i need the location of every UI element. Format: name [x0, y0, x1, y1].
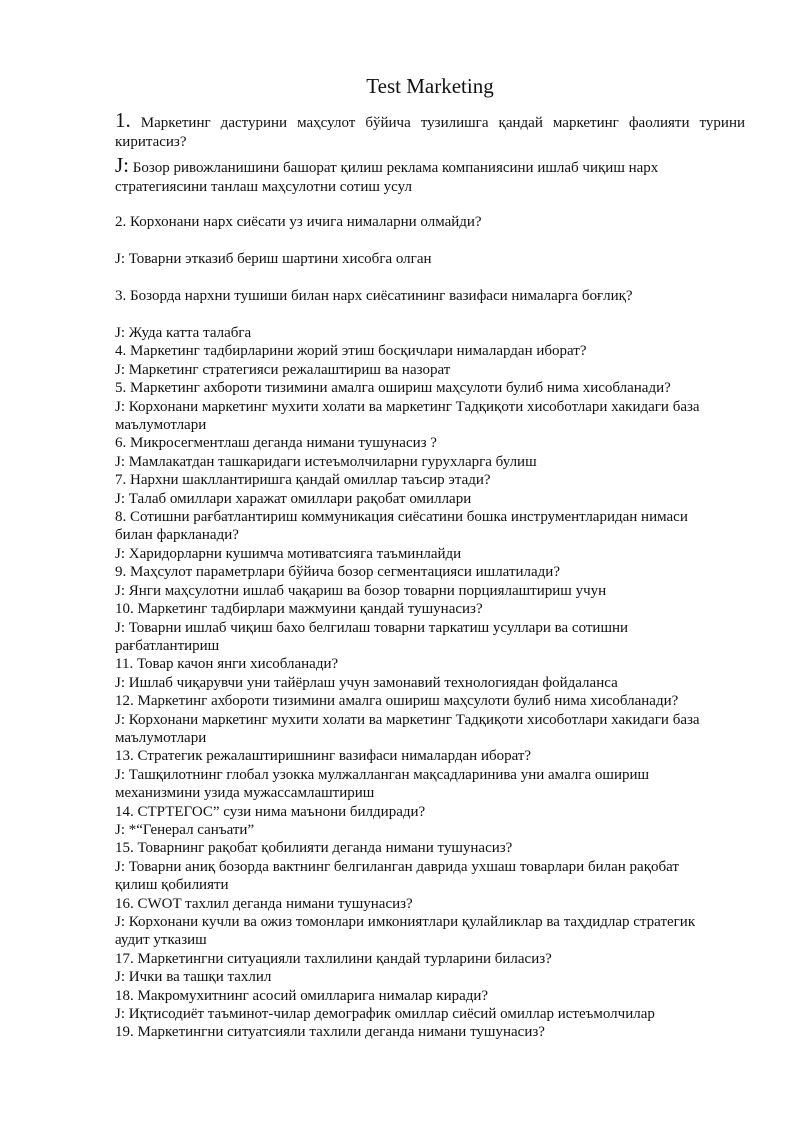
question-3: 3. Бозорда нархни тушиши билан нарх сиёсатининг вазифаси нималарга боғлиқ? — [115, 288, 633, 304]
qa-line: 5. Маркетинг ахбороти тизимини амалга ошириш маҳсулоти булиб нима хисобланади? — [115, 380, 671, 397]
qa-line: 14. СТРТЕГОС” сузи нима маънони билдиради? — [115, 803, 426, 820]
answer-2: J: Товарни этказиб бериш шартини хисобга олган — [115, 251, 432, 267]
qa-line: билан фаркланади? — [115, 527, 239, 544]
qa-line: 10. Маркетинг тадбирлари мажмуини қандай тушунасиз? — [115, 601, 483, 618]
qa-line: J: Ишлаб чиқарувчи уни тайёрлаш учун замонавий технологиядан фойдаланса — [115, 674, 618, 691]
qa-line: маълумотлари — [115, 729, 207, 746]
qa-line: J: Иқтисодиёт таъминот-чилар демографик омиллар сиёсий омиллар истеъмолчилар — [115, 1006, 655, 1023]
question-2: 2. Корхонани нарх сиёсати уз ичига нималарни олмайди? — [115, 214, 482, 230]
qa-line: рағбатлантириш — [115, 637, 220, 654]
qa-line: 12. Маркетинг ахбороти тизимини амалга ошириш маҳсулоти булиб нима хисобланади? — [115, 693, 679, 710]
qa-line: қилиш қобилияти — [115, 877, 229, 894]
qa-line: J: Товарни ишлаб чиқиш бахо белгилаш товарни таркатиш усуллари ва сотишни — [115, 619, 629, 636]
qa-line: J: Ташқилотнинг глобал узокка мулжалланган мақсадларинива уни амалга ошириш — [115, 766, 650, 783]
qa-line: J: *“Генерал санъати” — [115, 821, 255, 838]
qa-line: J: Корхонани маркетинг мухити холати ва маркетинг Тадқиқоти хисоботлари хакидаги база — [115, 398, 700, 415]
qa-line: 16. СWOT тахлил деганда нимани тушунасиз? — [115, 895, 413, 912]
qa-line: J: Талаб омиллари харажат омиллари рақобат омиллари — [115, 490, 472, 507]
qa-line: 4. Маркетинг тадбирларини жорий этиш босқичлари нималардан иборат? — [115, 343, 587, 360]
qa-line: 17. Маркетингни ситуацияли тахлилини қандай турларини биласиз? — [115, 950, 552, 967]
qa-line: аудит утказиш — [115, 932, 207, 949]
qa-line: 15. Товарнинг рақобат қобилияти деганда нимани тушунасиз? — [115, 840, 513, 857]
qa-line: J: Корхонани кучли ва ожиз томонлари имкониятлари қулайликлар ва таҳдидлар стратегик — [115, 914, 696, 930]
question-1-number: 1. — [115, 108, 131, 132]
qa-line: 13. Стратегик режалаштиришнинг вазифаси нималардан иборат? — [115, 748, 532, 765]
document-title: Test Marketing — [366, 74, 494, 98]
qa-line: J: Мамлакатдан ташкаридаги истеъмолчиларни гурухларга булиш — [115, 453, 537, 470]
qa-line: маълумотлари — [115, 417, 207, 434]
qa-line: J: Харидорларни кушимча мотиватсияга таъминлайди — [115, 545, 462, 562]
qa-list — [115, 324, 745, 1042]
qa-line: J: Жуда катта талабга — [115, 325, 252, 341]
qa-line: J: Корхонани маркетинг мухити холати ва маркетинг Тадқиқоти хисоботлари хакидаги база — [115, 711, 700, 728]
question-1-text: Маркетинг дастурини маҳсулот бўйича тузилишга қандай маркетинг фаолияти турини киритасиз? — [115, 115, 745, 150]
document-page — [115, 74, 745, 1042]
qa-line: 19. Маркетингни ситуатсияли тахлили деганда нимани тушунасиз? — [115, 1024, 545, 1041]
qa-line: 8. Сотишни рағбатлантириш коммуникация сиёсатини бошка инструментларидан нимаси — [115, 509, 688, 526]
answer-1-text: Бозор ривожланишини башорат қилиш реклама компаниясини ишлаб чиқиш нарх стратегиясини танлаш маҳсулотни сотиш усул — [115, 160, 659, 195]
answer-1-prefix: J: — [115, 153, 130, 177]
answer-1 — [115, 153, 745, 197]
qa-line: 11. Товар качон янги хисобланади? — [115, 656, 339, 673]
qa-line: 7. Нархни шакллантиришга қандай омиллар таъсир этади? — [115, 472, 491, 489]
qa-line: J: Янги маҳсулотни ишлаб чақариш ва бозор товарни порциялаштириш учун — [115, 582, 607, 599]
qa-line: 18. Макромухитнинг асосий омилларига нималар киради? — [115, 987, 489, 1004]
qa-line: механизмини узида мужассамлаштириш — [115, 785, 375, 802]
qa-line: J: Маркетинг стратегияси режалаштириш ва назорат — [115, 361, 451, 378]
qa-line: 9. Маҳсулот параметрлари бўйича бозор сегментацияси ишлатилади? — [115, 564, 560, 581]
qa-line: J: Ички ва ташқи тахлил — [115, 969, 272, 986]
qa-line: J: Товарни аниқ бозорда вактнинг белгиланган даврида ухшаш товарлари билан рақобат — [115, 858, 679, 875]
question-1 — [115, 108, 745, 152]
qa-line: 6. Микросегментлаш деганда нимани тушунасиз ? — [115, 435, 437, 452]
